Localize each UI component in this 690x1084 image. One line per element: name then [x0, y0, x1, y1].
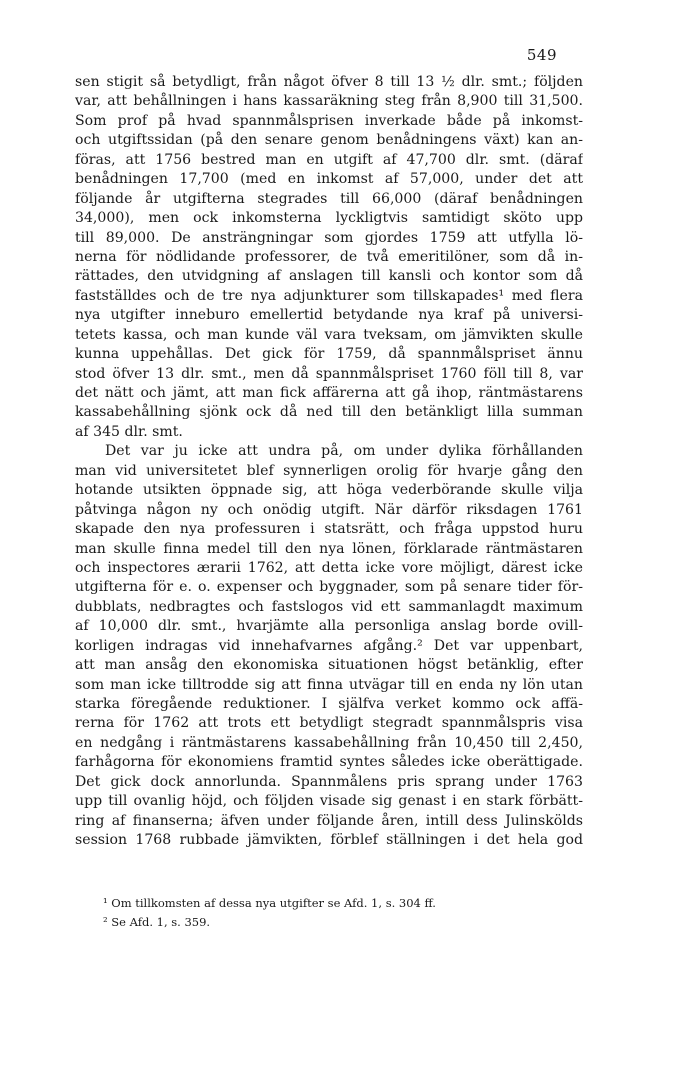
footnotes [75, 894, 583, 932]
text-line: Som prof på hvad spannmålsprisen inverkade både på inkomst- [75, 112, 583, 129]
text-line: upp till ovanlig höjd, och följden visade sig genast i en stark förbätt- [75, 793, 583, 810]
text-line: af 10,000 dlr. smt., hvarjämte alla personliga anslag borde ovill- [75, 618, 583, 635]
text-line: dubblats, nedbragtes och fastslogos vid ett sammanlagdt maximum [75, 598, 583, 615]
text-line: session 1768 rubbade jämvikten, förblef ställningen i det hela god [75, 832, 583, 849]
text-line: det nätt och jämt, att man fick affärerna att gå ihop, räntmästarens [75, 385, 583, 401]
text-line: nerna för nödlidande professorer, de två emeritilöner, som då in- [75, 248, 583, 265]
text-line: starka föregående reduktioner. I själfva verket kommo ock affä- [75, 696, 583, 712]
text-line: nya utgifter inneburo emellertid betydande nya kraf på universi- [75, 307, 583, 324]
text-line: skapade den nya professuren i statsrätt, och fråga uppstod huru [75, 521, 583, 538]
text-line: till 89,000. De ansträngningar som gjordes 1759 att utfylla lö- [75, 229, 583, 246]
text-line: man vid universitetet blef synnerligen orolig för hvarje gång den [75, 462, 583, 479]
text-line: ring af finanserna; äfven under följande åren, intill dess Julinskölds [75, 812, 583, 829]
body-text [75, 73, 583, 851]
text-line: som man icke tilltrodde sig att finna utvägar till en enda ny lön utan [75, 676, 583, 693]
text-line: 34,000), men ock inkomsterna lyckligtvis samtidigt sköto upp [75, 210, 583, 227]
footnote: ¹ Om tillkomsten af dessa nya utgifter se Afd. 1, s. 304 ff. [103, 896, 436, 910]
text-line: tetets kassa, och man kunde väl vara tveksam, om jämvikten skulle [75, 326, 583, 343]
text-line: af 345 dlr. smt. [75, 423, 183, 440]
page-number: 549 [526, 46, 557, 64]
text-line: stod öfver 13 dlr. smt., men då spannmålspriset 1760 föll till 8, var [75, 365, 583, 382]
text-line: kunna uppehållas. Det gick för 1759, då spannmålspriset ännu [75, 346, 583, 363]
text-line: man skulle finna medel till den nya lönen, förklarade räntmästaren [75, 540, 583, 557]
text-line: föras, att 1756 bestred man en utgift af 47,700 dlr. smt. (däraf [75, 151, 583, 168]
text-line: och utgiftssidan (på den senare genom benådningens växt) kan an- [75, 132, 583, 149]
text-line: utgifterna för e. o. expenser och byggnader, som på senare tider för- [75, 579, 583, 596]
footnote: ² Se Afd. 1, s. 359. [103, 915, 211, 929]
text-line: korligen indragas vid innehafvarnes afgång.² Det var uppenbart, [75, 637, 583, 654]
text-line: rättades, den utvidgning af anslagen till kansli och kontor som då [75, 268, 583, 285]
text-line: fastställdes och de tre nya adjunkturer som tillskapades¹ med flera [75, 287, 583, 304]
text-line: var, att behållningen i hans kassaräkning steg från 8,900 till 31,500. [75, 93, 583, 110]
text-line: att man ansåg den ekonomiska situationen högst betänklig, efter [75, 657, 583, 674]
text-line: en nedgång i räntmästarens kassabehållning från 10,450 till 2,450, [75, 734, 583, 751]
text-line: Det var ju icke att undra på, om under dylika förhållanden [105, 443, 583, 460]
text-line: påtvinga någon ny och onödig utgift. När därför riksdagen 1761 [75, 501, 583, 518]
text-line: rerna för 1762 att trots ett betydligt stegradt spannmålspris visa [75, 715, 583, 732]
text-line: följande år utgifterna stegrades till 66,000 (däraf benådningen [75, 190, 583, 207]
text-line: farhågorna för ekonomiens framtid syntes således icke oberättigade. [75, 754, 583, 771]
text-line: och inspectores ærarii 1762, att detta icke vore möjligt, därest icke [75, 559, 583, 576]
text-line: sen stigit så betydligt, från något öfver 8 till 13 ½ dlr. smt.; följden [75, 74, 583, 90]
text-line: Det gick dock annorlunda. Spannmålens pris sprang under 1763 [75, 773, 583, 790]
text-line: hotande utsikten öppnade sig, att höga vederbörande skulle vilja [75, 482, 583, 499]
text-line: kassabehållning sjönk ock då ned till den betänkligt lilla summan [75, 404, 583, 421]
text-line: benådningen 17,700 (med en inkomst af 57,000, under det att [75, 171, 583, 188]
